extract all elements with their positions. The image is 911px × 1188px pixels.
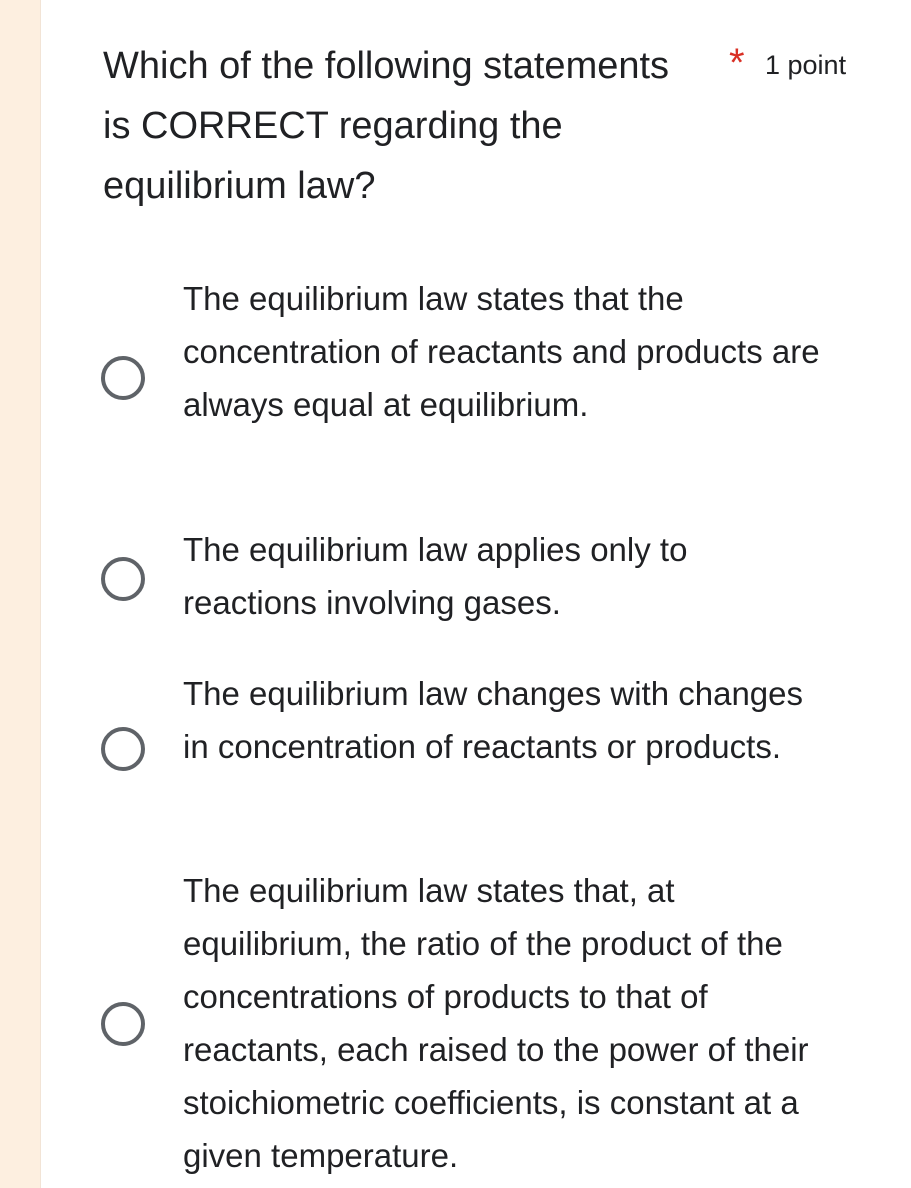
- question-title: Which of the following statements is CORRECT regarding the equilibrium law?: [103, 45, 670, 207]
- form-accent-band: [0, 0, 41, 1188]
- radio-option-2[interactable]: [101, 523, 861, 629]
- required-marker: *: [729, 41, 745, 85]
- radio-button[interactable]: [101, 557, 145, 601]
- option-label: The equilibrium law states that the concentration of reactants and products are always equal at equilibrium.: [183, 280, 820, 423]
- option-label: The equilibrium law changes with changes in concentration of reactants or products.: [183, 675, 804, 765]
- option-label: The equilibrium law states that, at equilibrium, the ratio of the product of the concentrations of products to that of reactants, each raised to the power of their stoichiometric coefficients, is constant at a given temperature.: [183, 872, 809, 1174]
- question-card: [41, 0, 911, 1188]
- radio-button[interactable]: [101, 727, 145, 771]
- radio-button[interactable]: [101, 356, 145, 400]
- radio-option-1[interactable]: [101, 272, 861, 484]
- points-label: 1 point: [765, 50, 847, 80]
- radio-option-3[interactable]: [101, 667, 861, 826]
- radio-button[interactable]: [101, 1002, 145, 1046]
- radio-option-4[interactable]: [101, 864, 861, 1182]
- option-label: The equilibrium law applies only to reactions involving gases.: [183, 531, 688, 621]
